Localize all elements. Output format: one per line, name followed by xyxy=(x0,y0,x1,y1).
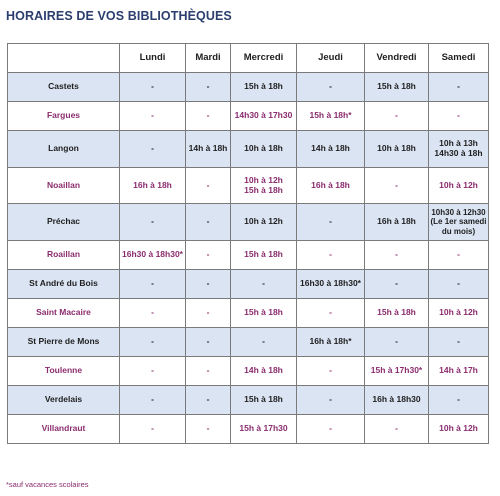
library-name: Roaillan xyxy=(8,241,120,270)
header-row xyxy=(8,44,489,73)
hours-cell: 16h à 18h xyxy=(297,168,365,204)
hours-cell: - xyxy=(429,102,489,131)
hours-cell: 16h à 18h xyxy=(120,168,186,204)
library-name: Villandraut xyxy=(8,415,120,444)
hours-cell: - xyxy=(429,270,489,299)
hours-cell: 16h à 18h30 xyxy=(365,386,429,415)
hours-cell: - xyxy=(120,299,186,328)
table-row xyxy=(8,299,489,328)
hours-cell: - xyxy=(186,357,231,386)
hours-cell: 15h à 18h xyxy=(365,299,429,328)
hours-cell: 10h à 12h xyxy=(429,299,489,328)
hours-cell: - xyxy=(429,328,489,357)
hours-cell: - xyxy=(120,204,186,241)
footnote: *sauf vacances scolaires xyxy=(6,480,89,489)
hours-cell: - xyxy=(297,241,365,270)
hours-cell: 14h à 18h xyxy=(297,131,365,168)
hours-cell: - xyxy=(429,241,489,270)
hours-cell: 10h à 12h xyxy=(231,204,297,241)
hours-cell: - xyxy=(365,270,429,299)
hours-cell: 10h à 12h xyxy=(429,168,489,204)
hours-cell: 15h à 18h xyxy=(231,386,297,415)
table-row xyxy=(8,386,489,415)
hours-cell: 15h à 18h* xyxy=(297,102,365,131)
hours-cell: 14h30 à 17h30 xyxy=(231,102,297,131)
hours-cell: - xyxy=(120,386,186,415)
table-row xyxy=(8,241,489,270)
header-lundi: Lundi xyxy=(120,44,186,73)
table-row xyxy=(8,328,489,357)
hours-cell: 15h à 17h30* xyxy=(365,357,429,386)
hours-cell: - xyxy=(186,102,231,131)
library-name: Toulenne xyxy=(8,357,120,386)
library-name: St André du Bois xyxy=(8,270,120,299)
hours-cell: 10h à 18h xyxy=(365,131,429,168)
library-name: Fargues xyxy=(8,102,120,131)
hours-cell: 14h à 17h xyxy=(429,357,489,386)
library-name: St Pierre de Mons xyxy=(8,328,120,357)
hours-cell: - xyxy=(365,328,429,357)
hours-cell: - xyxy=(429,386,489,415)
hours-cell: - xyxy=(365,168,429,204)
hours-cell: - xyxy=(120,357,186,386)
hours-cell: - xyxy=(120,131,186,168)
hours-cell: - xyxy=(186,415,231,444)
hours-cell: - xyxy=(186,299,231,328)
header-samedi: Samedi xyxy=(429,44,489,73)
table-row xyxy=(8,73,489,102)
table-row xyxy=(8,168,489,204)
hours-cell: 14h à 18h xyxy=(231,357,297,386)
hours-cell: - xyxy=(186,241,231,270)
page-title: HORAIRES DE VOS BIBLIOTHÈQUES xyxy=(6,9,232,23)
hours-cell: 15h à 18h xyxy=(365,73,429,102)
table-row xyxy=(8,415,489,444)
table-row xyxy=(8,357,489,386)
hours-cell: - xyxy=(297,415,365,444)
hours-cell: 10h à 12h xyxy=(429,415,489,444)
library-hours-table xyxy=(7,43,489,444)
header-jeudi: Jeudi xyxy=(297,44,365,73)
table-row xyxy=(8,131,489,168)
hours-cell: 10h30 à 12h30 (Le 1er samedi du mois) xyxy=(429,204,489,241)
header-mercredi: Mercredi xyxy=(231,44,297,73)
hours-cell: - xyxy=(120,415,186,444)
hours-cell: 16h à 18h xyxy=(365,204,429,241)
hours-cell: - xyxy=(297,386,365,415)
hours-cell: - xyxy=(231,270,297,299)
header-vendredi: Vendredi xyxy=(365,44,429,73)
hours-cell: - xyxy=(365,102,429,131)
table-row xyxy=(8,204,489,241)
hours-cell: 10h à 18h xyxy=(231,131,297,168)
library-name: Langon xyxy=(8,131,120,168)
hours-cell: - xyxy=(120,270,186,299)
library-name: Verdelais xyxy=(8,386,120,415)
table-row xyxy=(8,102,489,131)
hours-cell: 10h à 13h 14h30 à 18h xyxy=(429,131,489,168)
hours-cell: - xyxy=(365,415,429,444)
hours-cell: - xyxy=(297,357,365,386)
library-name: Préchac xyxy=(8,204,120,241)
hours-cell: 10h à 12h 15h à 18h xyxy=(231,168,297,204)
hours-cell: 15h à 18h xyxy=(231,299,297,328)
hours-cell: - xyxy=(429,73,489,102)
hours-cell: - xyxy=(120,328,186,357)
hours-cell: 16h à 18h* xyxy=(297,328,365,357)
hours-cell: - xyxy=(231,328,297,357)
hours-cell: 15h à 17h30 xyxy=(231,415,297,444)
hours-cell: - xyxy=(297,299,365,328)
hours-cell: 16h30 à 18h30* xyxy=(120,241,186,270)
hours-cell: - xyxy=(297,204,365,241)
hours-cell: - xyxy=(186,270,231,299)
library-name: Saint Macaire xyxy=(8,299,120,328)
hours-cell: - xyxy=(186,386,231,415)
header-cell-empty xyxy=(8,44,120,73)
hours-cell: - xyxy=(297,73,365,102)
hours-cell: 14h à 18h xyxy=(186,131,231,168)
library-name: Noaillan xyxy=(8,168,120,204)
library-name: Castets xyxy=(8,73,120,102)
table-row xyxy=(8,270,489,299)
header-mardi: Mardi xyxy=(186,44,231,73)
hours-cell: - xyxy=(365,241,429,270)
hours-cell: - xyxy=(120,73,186,102)
hours-cell: 15h à 18h xyxy=(231,241,297,270)
hours-cell: 15h à 18h xyxy=(231,73,297,102)
hours-cell: - xyxy=(120,102,186,131)
hours-cell: 16h30 à 18h30* xyxy=(297,270,365,299)
hours-cell: - xyxy=(186,328,231,357)
hours-cell: - xyxy=(186,73,231,102)
hours-cell: - xyxy=(186,168,231,204)
hours-cell: - xyxy=(186,204,231,241)
